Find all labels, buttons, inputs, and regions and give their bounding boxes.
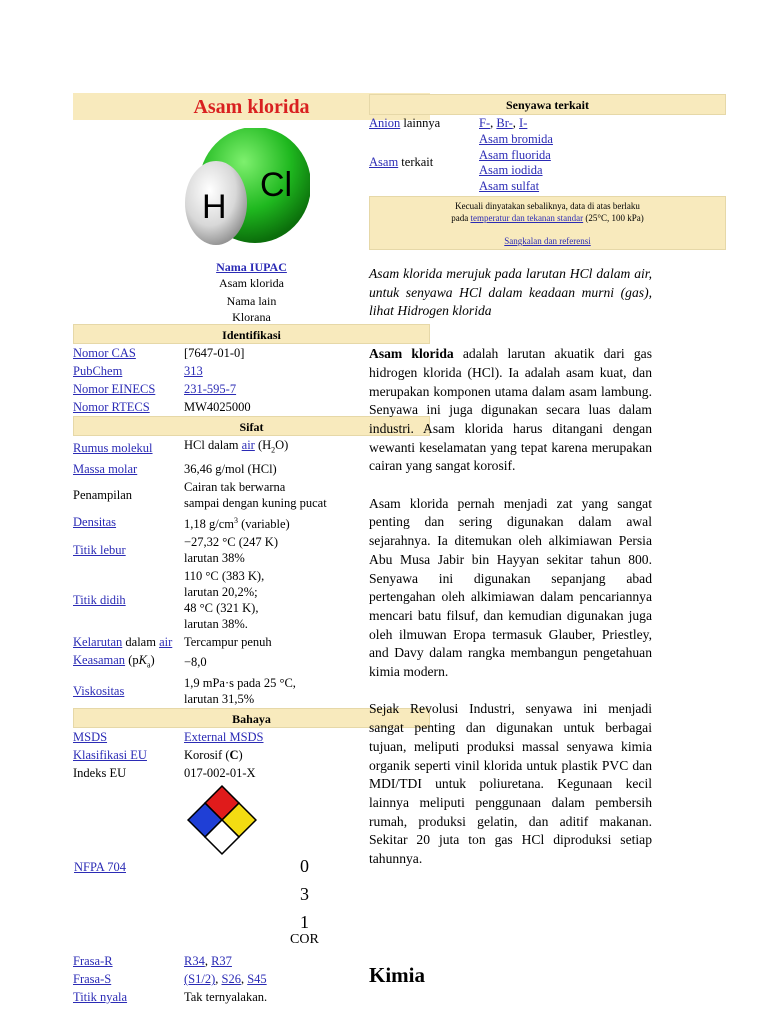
text: Tak ternyalakan.: [184, 990, 268, 1005]
link[interactable]: Viskositas: [73, 684, 125, 699]
text: 36,46 g/mol (HCl): [184, 461, 277, 476]
section-header: Sifat: [73, 416, 430, 436]
text: 110 °C (383 K),: [184, 568, 265, 583]
atom-h-label: H: [202, 188, 227, 226]
text: −27,32 °C (247 K): [184, 534, 278, 549]
row-label: [73, 971, 184, 987]
link[interactable]: Klasifikasi EU: [73, 748, 147, 763]
row-label: [73, 592, 184, 608]
link[interactable]: Nomor EINECS: [73, 382, 156, 396]
link[interactable]: Rumus molekul: [73, 440, 153, 455]
row-label: [73, 487, 184, 503]
standard-conditions-link[interactable]: temperatur dan tekanan standar: [470, 213, 584, 223]
section-header: Identifikasi: [73, 324, 430, 344]
text: ,: [204, 954, 212, 969]
link[interactable]: Nomor CAS: [73, 346, 136, 360]
link[interactable]: (S1/2): [184, 972, 216, 987]
anion-br-link[interactable]: Br-: [496, 116, 513, 130]
link[interactable]: R34: [184, 954, 205, 969]
row-label: [73, 381, 184, 397]
text: MW4025000: [184, 400, 251, 414]
atom-cl-label: Cl: [260, 166, 293, 204]
row-label: [73, 634, 184, 650]
acid-iodida-link[interactable]: Asam iodida: [479, 163, 543, 177]
row-label: [73, 542, 184, 558]
text: O): [275, 438, 289, 452]
related-compounds-header: Senyawa terkait: [369, 94, 726, 115]
row-label: [73, 765, 184, 781]
link[interactable]: air: [159, 634, 173, 649]
anion-f-link[interactable]: F-: [479, 116, 491, 130]
text: larutan 38%.: [184, 616, 248, 631]
text: Cairan tak berwarna: [184, 479, 286, 494]
row-label: [73, 729, 184, 745]
acid-bromida-link[interactable]: Asam bromida: [479, 132, 553, 146]
other-name: Klorana: [232, 310, 271, 324]
text: (p: [125, 652, 139, 667]
text: [7647-01-0]: [184, 346, 245, 360]
anion-i-link[interactable]: I-: [519, 116, 528, 130]
row-value: [184, 989, 430, 1005]
link[interactable]: 231-595-7: [184, 382, 237, 396]
iupac-name-link[interactable]: Nama IUPAC: [216, 260, 287, 274]
acid-sulfat-link[interactable]: Asam sulfat: [479, 178, 540, 193]
note-text: Kecuali dinyatakan sebaliknya, data di atas berlaku: [455, 201, 640, 211]
link[interactable]: Densitas: [73, 515, 117, 530]
link[interactable]: S45: [247, 972, 267, 987]
anion-label: lainnya: [400, 116, 441, 130]
link[interactable]: Titik nyala: [73, 990, 128, 1005]
link[interactable]: R37: [211, 954, 232, 969]
link[interactable]: Nomor RTECS: [73, 400, 150, 414]
hatnote: Asam klorida merujuk pada larutan HCl dalam air, untuk senyawa HCl dalam keadaan murni (gas), lihat Hidrogen klorida: [369, 266, 652, 319]
link[interactable]: PubChem: [73, 364, 123, 378]
row-label: [73, 461, 184, 477]
disclaimer-link[interactable]: Sangkalan dan referensi: [504, 236, 591, 246]
text: HCl dalam: [184, 438, 242, 452]
nfpa-704-link[interactable]: NFPA 704: [74, 860, 126, 875]
text: larutan 38%: [184, 550, 245, 565]
paragraph-1-text: adalah larutan akuatik dari gas hidrogen klorida (HCl). Ia adalah asam kuat, dan merupakan komponen utama dalam asam lambung. Senyawa ini juga digunakan secara luas dalam industri. Asam klorida harus ditangani dengan wewanti keselamatan yang tepat karena merupakan cairan yang sangat korosif.: [369, 346, 652, 474]
nfpa-health-value: 3: [300, 884, 309, 905]
text: 1,9 mPa·s pada 25 °C,: [184, 676, 296, 691]
text: larutan 20,2%;: [184, 584, 258, 599]
paragraph-1: [369, 345, 652, 476]
text: 48 °C (321 K),: [184, 600, 259, 615]
section-header: Bahaya: [73, 708, 430, 728]
row-label: [73, 989, 184, 1005]
note-pre: pada: [451, 213, 471, 223]
nfpa-flammability: 0: [300, 856, 309, 877]
text: (H: [254, 438, 272, 452]
term-bold: Asam klorida: [369, 346, 454, 362]
standard-conditions-note: [369, 196, 726, 250]
row-label: [73, 652, 184, 674]
text: larutan 31,5%: [184, 692, 255, 707]
section-heading: Kimia: [369, 963, 425, 987]
text: ,: [240, 972, 248, 987]
article-body: [369, 265, 652, 887]
text: 1,18 g/cm: [184, 516, 234, 531]
row-label: [73, 953, 184, 969]
text: ,: [215, 972, 222, 987]
text: (variable): [238, 516, 290, 531]
link[interactable]: Frasa-R: [73, 954, 113, 969]
iupac-name: Asam klorida: [219, 276, 284, 290]
link[interactable]: Massa molar: [73, 461, 138, 476]
nfpa-reactivity-value: 1: [300, 912, 309, 933]
paragraph-3: Sejak Revolusi Industri, senyawa ini menjadi sangat penting dan digunakan untuk berbagai tujuan, meliputi produksi massal senyawa kimia organik seperti vinil klorida untuk plastik PVC dan MDI/TDI untuk poliuretana. Kegunaan kecil lainnya meliputi penggunaan dalam pembersih rumah, produksi gelatin, dan aditif makanan. Sekitar 20 juta ton gas HCl diproduksi setiap tahunnya.: [369, 701, 652, 867]
link[interactable]: Frasa-S: [73, 972, 112, 987]
text: sampai dengan kuning pucat: [184, 495, 327, 510]
link[interactable]: Titik didih: [73, 592, 126, 607]
row-label: [73, 399, 184, 415]
link[interactable]: Kelarutan: [73, 634, 123, 649]
text: a: [146, 660, 151, 670]
text: Indeks EU: [73, 766, 127, 781]
row-label: [73, 345, 184, 361]
text: C: [229, 748, 239, 763]
hcl-molecule-image: [180, 128, 310, 253]
text: Korosif (: [184, 748, 230, 763]
acid-label: terkait: [398, 155, 434, 169]
text: Penampilan: [73, 487, 133, 502]
document-page: Asam klorida H Cl Nama IUPAC Asam klorida Nama lain Klorana Identifikasi Nomor CAS [7647-01-0] PubChem 313 Nomor EINECS 231-595-7 Nomor RTECS MW4025000 Sifat Rumus molekul HCl dalam air $(H_2O)$ Massa molar 36,46 g/mol (HCl) Penampilan Cairan tak berwarna sampai dengan kuning pucat Densitas 1,18 $g/cm^3$ (variable) Titik lebur −27,32 °C (247 K) larutan 38% Titik didih 110 °C (383 K), larutan 20,2%; 48 °C (321 K), larutan 38%. Kelarutan dalam air Tercampur penuh Keasaman $(pK_a)$ −8,0 Viskositas 1,9 mPa·s pada 25 °C, larutan 31,5% Bahaya MSDS External MSDS Klasifikasi EU Korosif (C) Indeks EU 017-002-01-X NFPA 704 0 3 1 COR Frasa-R R34, R37 Frasa-S (S1/2), S26, S45 Titik nyala Tak ternyalakan. Senyawa terkait Anion lainnya F-, Br-, I- Asam terkait Asam bromida Asam fluorida Asam iodida Asam sulfat Kecuali dinyatakan sebaliknya, data di atas berlaku pada temperatur dan tekanan standar (25°C, 100 kPa) Sangkalan dan referensi Asam klorida merujuk pada larutan HCl dalam air, untuk senyawa HCl dalam keadaan murni (gas), lihat Hidrogen klorida Asam klorida adalah larutan akuatik dari gas hidrogen klorida (HCl). Ia adalah asam kuat, dan merupakan komponen utama dalam asam lambung. Senyawa ini juga digunakan secara luas dalam industri. Asam klorida harus ditangani dengan wewanti keselamatan yang tepat karena merupakan cairan yang sangat korosif. Asam klorida pernah menjadi zat yang sangat penting dan sering digunakan dalam awal sejarahnya. Ia ditemukan oleh alkimiawan Persia Abu Musa Jabir bin Hayyan sekitar tahun 800. Senyawa ini digunakan sepanjang abad pertengahan oleh alkimiawan dalam pencariannya mencari batu filsuf, dan kemudian digunakan juga oleh ilmuwan Eropa termasuk Glauber, Priestley, and Davy dalam rangka membangun pengetahuan kimia modern. Sejak Revolusi Industri, senyawa ini menjadi sangat penting dan digunakan untuk berbagai tujuan, meliputi produksi massal senyawa kimia organik seperti vinil klorida untuk plastik PVC dan MDI/TDI untuk poliuretana. Kegunaan kecil lainnya meliputi penggunaan dalam pembersih rumah, produksi gelatin, dan aditif makanan. Sekitar 20 juta ton gas HCl diproduksi setiap tahunnya. Kimia: [0, 0, 768, 1024]
link[interactable]: air: [241, 438, 255, 452]
text: 3: [234, 515, 238, 525]
link[interactable]: Titik lebur: [73, 542, 126, 557]
infobox-title: Asam klorida: [193, 96, 310, 118]
link[interactable]: External MSDS: [184, 730, 264, 745]
nfpa-diamond-icon: [186, 784, 258, 856]
row-label: [73, 514, 184, 530]
acid-link[interactable]: Asam: [369, 155, 399, 169]
row-label: [73, 683, 184, 699]
text: 2: [271, 445, 276, 455]
table-row: [73, 988, 430, 1006]
acid-fluorida-link[interactable]: Asam fluorida: [479, 147, 551, 162]
text: Tercampur penuh: [184, 634, 272, 649]
link[interactable]: S26: [221, 972, 241, 987]
row-label: [73, 747, 184, 763]
text: ): [238, 748, 243, 763]
anion-link[interactable]: Anion: [369, 116, 401, 130]
text: −8,0: [184, 655, 207, 670]
link[interactable]: 313: [184, 364, 203, 378]
text: ): [150, 652, 155, 667]
note-post: (25°C, 100 kPa): [583, 213, 644, 223]
text: K: [138, 652, 147, 667]
paragraph-2: Asam klorida pernah menjadi zat yang sangat penting dan sering digunakan dalam awal sejarahnya. Ia ditemukan oleh alkimiawan Persia Abu Musa Jabir bin Hayyan sekitar tahun 800. Senyawa ini digunakan sepanjang abad pertengahan oleh alkimiawan dalam pencariannya mencari batu filsuf, dan kemudian digunakan juga oleh ilmuwan Eropa termasuk Glauber, Priestley, and Davy dalam rangka membangun pengetahuan kimia modern.: [369, 495, 652, 680]
text: dalam: [122, 634, 160, 649]
row-label: [73, 363, 184, 379]
other-names-label: Nama lain: [226, 294, 277, 308]
link[interactable]: Keasaman: [73, 652, 126, 667]
nfpa-special-value: COR: [290, 932, 319, 948]
row-label: [73, 440, 184, 456]
text: 017-002-01-X: [184, 766, 256, 781]
link[interactable]: MSDS: [73, 730, 108, 745]
